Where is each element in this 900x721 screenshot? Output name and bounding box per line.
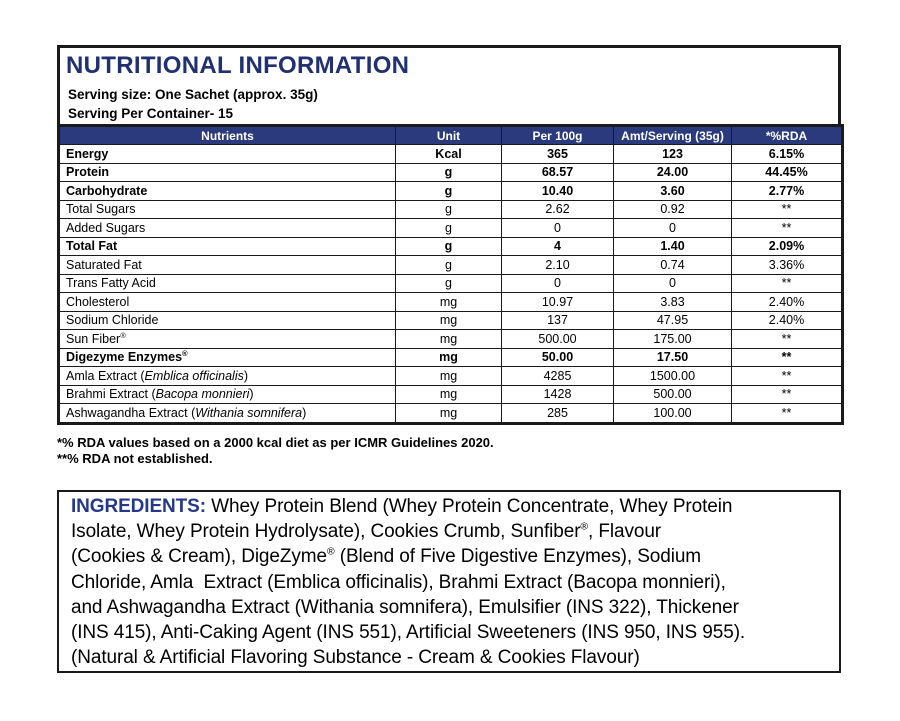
column-header: Amt/Serving (35g) — [614, 126, 732, 145]
cell-nutrient: Sun Fiber® — [59, 330, 396, 349]
column-header: Per 100g — [502, 126, 614, 145]
column-header: Unit — [396, 126, 502, 145]
cell-amt-serving: 500.00 — [614, 385, 732, 404]
cell-per-100g: 0 — [502, 274, 614, 293]
cell-nutrient: Energy — [59, 145, 396, 164]
table-row — [59, 274, 843, 293]
cell-per-100g: 2.62 — [502, 200, 614, 219]
cell-rda: ** — [732, 404, 843, 424]
cell-per-100g: 50.00 — [502, 348, 614, 367]
cell-nutrient: Digezyme Enzymes® — [59, 348, 396, 367]
cell-per-100g: 2.10 — [502, 256, 614, 275]
cell-rda: ** — [732, 367, 843, 386]
panel-title: NUTRITIONAL INFORMATION — [66, 52, 410, 79]
table-row — [59, 256, 843, 275]
footnotes — [57, 435, 494, 466]
column-header: *%RDA — [732, 126, 843, 145]
cell-amt-serving: 1.40 — [614, 237, 732, 256]
cell-nutrient: Ashwagandha Extract (Withania somnifera) — [59, 404, 396, 424]
cell-per-100g: 4 — [502, 237, 614, 256]
cell-rda: ** — [732, 219, 843, 238]
panel-header — [57, 45, 841, 124]
cell-amt-serving: 0.92 — [614, 200, 732, 219]
cell-unit: mg — [396, 385, 502, 404]
cell-rda: 3.36% — [732, 256, 843, 275]
cell-per-100g: 1428 — [502, 385, 614, 404]
cell-unit: g — [396, 274, 502, 293]
table-row — [59, 330, 843, 349]
cell-nutrient: Total Sugars — [59, 200, 396, 219]
table-header-row — [59, 126, 843, 145]
serving-per-container-text: Serving Per Container- 15 — [68, 106, 234, 121]
cell-per-100g: 137 — [502, 311, 614, 330]
table-row — [59, 385, 843, 404]
ingredients-line1-text: Whey Protein Blend (Whey Protein Concentrate, Whey Protein — [205, 496, 733, 517]
cell-nutrient: Amla Extract (Emblica officinalis) — [59, 367, 396, 386]
cell-rda: 6.15% — [732, 145, 843, 164]
cell-rda: 2.40% — [732, 293, 843, 312]
footnote-rda-basis: *% RDA values based on a 2000 kcal diet as per ICMR Guidelines 2020. — [57, 435, 494, 450]
cell-per-100g: 285 — [502, 404, 614, 424]
cell-amt-serving: 175.00 — [614, 330, 732, 349]
cell-nutrient: Brahmi Extract (Bacopa monnieri) — [59, 385, 396, 404]
cell-amt-serving: 123 — [614, 145, 732, 164]
cell-rda: 2.09% — [732, 237, 843, 256]
cell-amt-serving: 0 — [614, 219, 732, 238]
cell-unit: g — [396, 200, 502, 219]
cell-rda: ** — [732, 330, 843, 349]
cell-unit: g — [396, 237, 502, 256]
cell-amt-serving: 1500.00 — [614, 367, 732, 386]
ingredients-line — [71, 494, 833, 519]
cell-nutrient: Sodium Chloride — [59, 311, 396, 330]
ingredients-line: (Natural & Artificial Flavoring Substance - Cream & Cookies Flavour) — [71, 647, 640, 669]
cell-unit: mg — [396, 348, 502, 367]
ingredients-text — [71, 494, 833, 670]
cell-amt-serving: 17.50 — [614, 348, 732, 367]
cell-unit: g — [396, 219, 502, 238]
cell-amt-serving: 0 — [614, 274, 732, 293]
cell-per-100g: 10.97 — [502, 293, 614, 312]
ingredients-line: (Cookies & Cream), DigeZyme® (Blend of Five Digestive Enzymes), Sodium — [71, 546, 702, 568]
ingredients-line: Chloride, Amla Extract (Emblica officinalis), Brahmi Extract (Bacopa monnieri), — [71, 571, 726, 593]
cell-nutrient: Protein — [59, 163, 396, 182]
nutritional-information-panel — [57, 45, 841, 425]
cell-unit: g — [396, 182, 502, 201]
cell-unit: Kcal — [396, 145, 502, 164]
cell-rda: ** — [732, 274, 843, 293]
table-row — [59, 367, 843, 386]
ingredients-line: (INS 415), Anti-Caking Agent (INS 551), Artificial Sweeteners (INS 950, INS 955). — [71, 622, 746, 644]
table-row — [59, 311, 843, 330]
table-row — [59, 237, 843, 256]
cell-unit: g — [396, 256, 502, 275]
cell-rda: 44.45% — [732, 163, 843, 182]
cell-per-100g: 365 — [502, 145, 614, 164]
cell-nutrient: Cholesterol — [59, 293, 396, 312]
cell-nutrient: Trans Fatty Acid — [59, 274, 396, 293]
ingredients-line: and Ashwagandha Extract (Withania somnifera), Emulsifier (INS 322), Thickener — [71, 596, 739, 618]
table-row — [59, 182, 843, 201]
cell-rda: 2.77% — [732, 182, 843, 201]
cell-amt-serving: 47.95 — [614, 311, 732, 330]
cell-per-100g: 500.00 — [502, 330, 614, 349]
cell-amt-serving: 3.83 — [614, 293, 732, 312]
cell-per-100g: 68.57 — [502, 163, 614, 182]
serving-size-text: Serving size: One Sachet (approx. 35g) — [68, 87, 318, 102]
table-row — [59, 200, 843, 219]
table-row — [59, 219, 843, 238]
cell-per-100g: 0 — [502, 219, 614, 238]
cell-rda: ** — [732, 385, 843, 404]
cell-unit: mg — [396, 293, 502, 312]
column-header: Nutrients — [59, 126, 396, 145]
cell-per-100g: 10.40 — [502, 182, 614, 201]
table-row — [59, 163, 843, 182]
table-row — [59, 404, 843, 424]
cell-nutrient: Added Sugars — [59, 219, 396, 238]
cell-unit: mg — [396, 330, 502, 349]
table-row — [59, 145, 843, 164]
cell-unit: mg — [396, 404, 502, 424]
cell-unit: mg — [396, 367, 502, 386]
footnote-rda-not-established: **% RDA not established. — [57, 450, 213, 466]
cell-nutrient: Carbohydrate — [59, 182, 396, 201]
ingredients-line: Isolate, Whey Protein Hydrolysate), Cookies Crumb, Sunfiber®, Flavour — [71, 521, 662, 543]
cell-rda: ** — [732, 200, 843, 219]
cell-amt-serving: 0.74 — [614, 256, 732, 275]
cell-amt-serving: 3.60 — [614, 182, 732, 201]
cell-unit: mg — [396, 311, 502, 330]
ingredients-label: INGREDIENTS: — [71, 496, 206, 517]
table-row — [59, 293, 843, 312]
cell-amt-serving: 100.00 — [614, 404, 732, 424]
cell-rda: 2.40% — [732, 311, 843, 330]
cell-nutrient: Total Fat — [59, 237, 396, 256]
table-row — [59, 348, 843, 367]
nutrition-table — [57, 124, 844, 425]
cell-nutrient: Saturated Fat — [59, 256, 396, 275]
cell-unit: g — [396, 163, 502, 182]
cell-amt-serving: 24.00 — [614, 163, 732, 182]
cell-rda: ** — [732, 348, 843, 367]
cell-per-100g: 4285 — [502, 367, 614, 386]
ingredients-panel — [57, 490, 841, 673]
